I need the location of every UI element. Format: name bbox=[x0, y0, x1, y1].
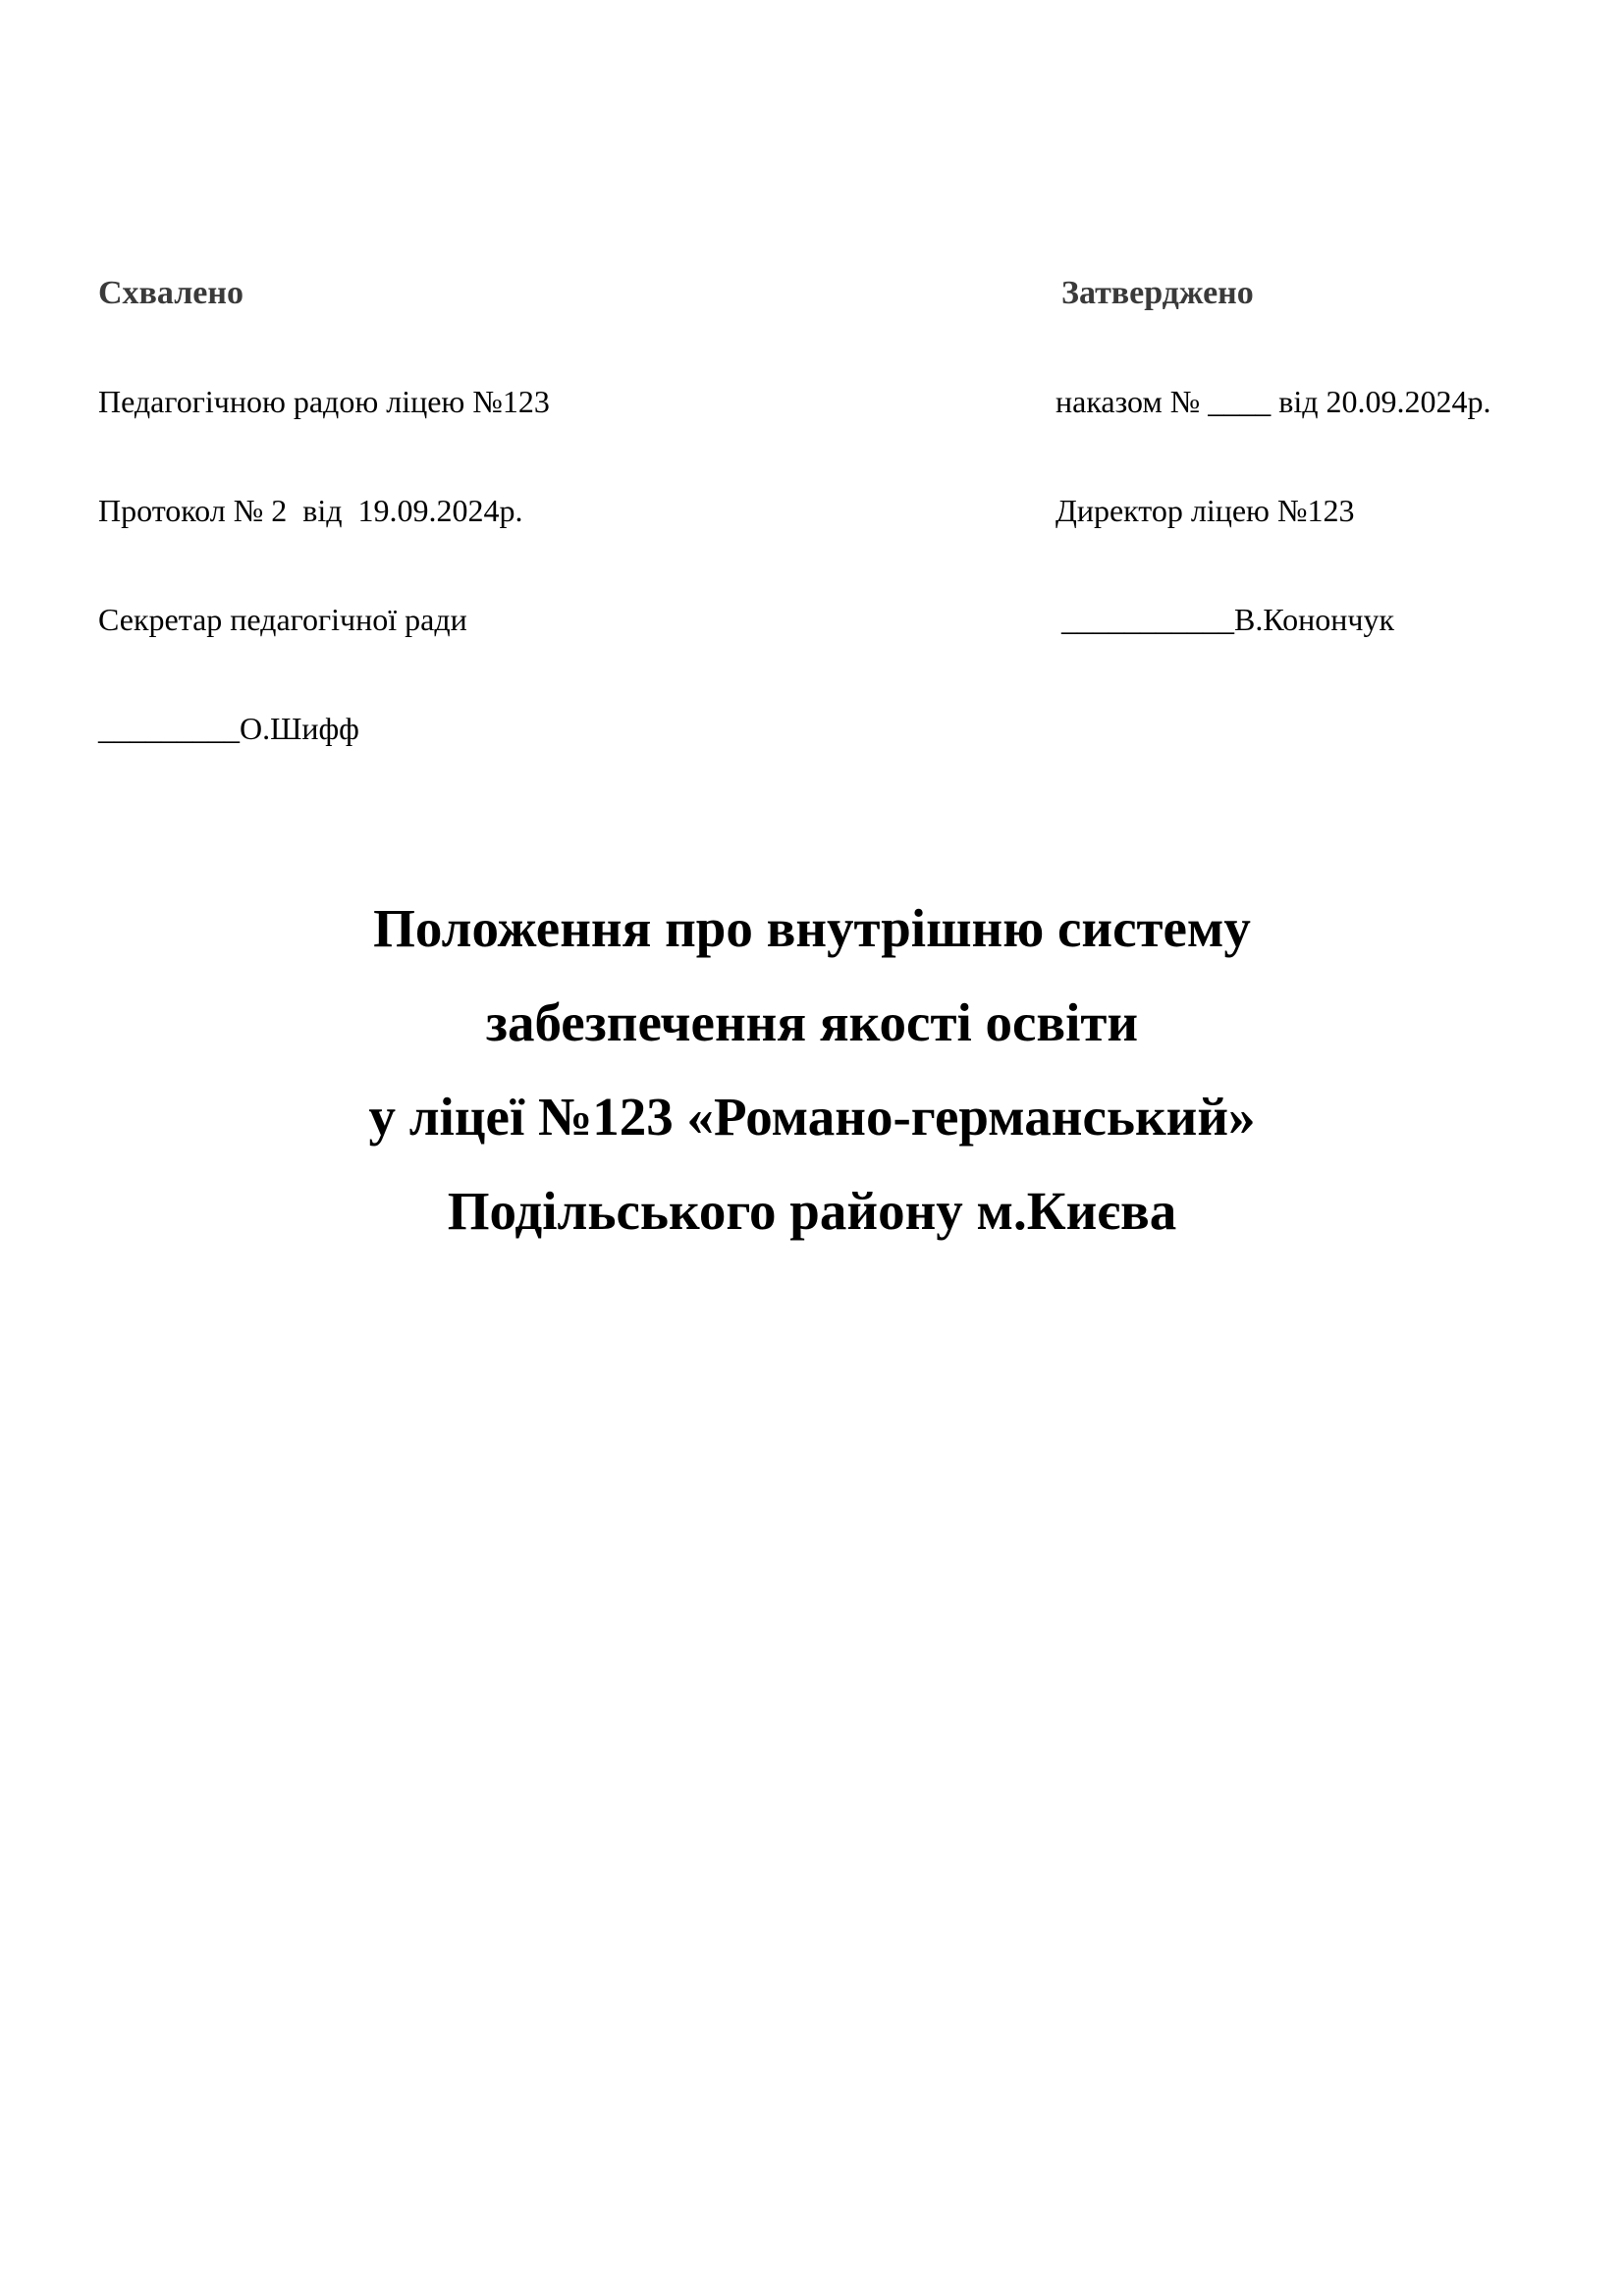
title-line-3: у ліцеї №123 «Романо-германський» bbox=[368, 1087, 1256, 1147]
document-title bbox=[0, 881, 1624, 1258]
title-line-4: Подільського району м.Києва bbox=[447, 1181, 1177, 1241]
approved-block bbox=[98, 202, 550, 783]
title-line-2: забезпечення якості освіти bbox=[485, 992, 1139, 1052]
approved-heading: Схвалено bbox=[98, 275, 244, 311]
confirmed-signature-line: ___________В.Конончук bbox=[1061, 602, 1394, 637]
approved-secretary-line: Секретар педагогічної ради bbox=[98, 602, 467, 637]
confirmed-block bbox=[1056, 202, 1491, 674]
title-line-1: Положення про внутрішню систему bbox=[373, 898, 1251, 958]
approved-signature-line: _________О.Шифф bbox=[98, 711, 359, 746]
confirmed-director-line: Директор ліцею №123 bbox=[1056, 493, 1355, 528]
approved-protocol-line: Протокол № 2 від 19.09.2024р. bbox=[98, 493, 523, 528]
approved-council-line: Педагогічною радою ліцею №123 bbox=[98, 384, 550, 419]
confirmed-heading: Затверджено bbox=[1061, 275, 1254, 311]
confirmed-order-line: наказом № ____ від 20.09.2024р. bbox=[1056, 384, 1491, 419]
